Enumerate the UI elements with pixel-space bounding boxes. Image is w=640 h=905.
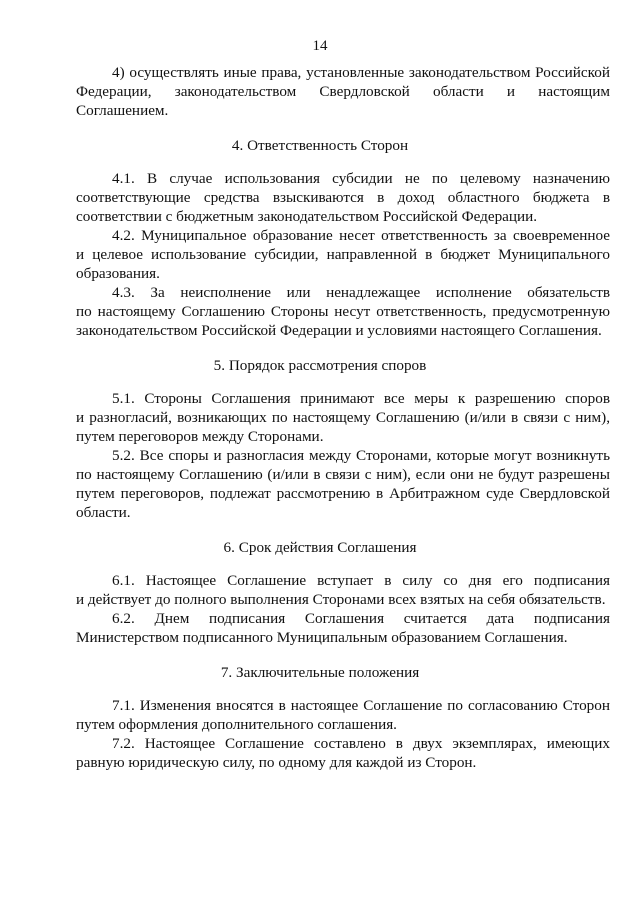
text-line: и целевое использование субсидии, направленной в бюджет Муниципального [76,246,610,263]
text-line: Соглашением. [76,102,169,119]
text-line: 7.2. Настоящее Соглашение составлено в двух экземплярах, имеющих [112,735,610,752]
text-line: 4.3. За неисполнение или ненадлежащее исполнение обязательств [112,284,610,301]
text-line: 4.1. В случае использования субсидии не по целевому назначению [112,170,610,187]
section-heading: 6. Срок действия Соглашения [223,539,417,556]
text-line: по настоящему Соглашению Стороны несут ответственность, предусмотренную [76,303,610,320]
text-line: законодательством Российской Федерации и условиями настоящего Соглашения. [76,322,602,339]
text-line: равную юридическую силу, по одному для каждой из Сторон. [76,754,477,771]
text-line: 4.2. Муниципальное образование несет ответственность за своевременное [112,227,610,244]
text-line: 7.1. Изменения вносятся в настоящее Соглашение по согласованию Сторон [112,697,610,714]
text-line: 6.2. Днем подписания Соглашения считается дата подписания [112,610,610,627]
text-line: соответствующие средства взыскиваются в доход областного бюджета в [76,189,610,206]
text-line: 4) осуществлять иные права, установленные законодательством Российской [112,64,610,81]
text-line: соответствии с бюджетным законодательством Российской Федерации. [76,208,538,225]
text-line: Министерством подписанного Муниципальным образованием Соглашения. [76,629,568,646]
text-line: 6.1. Настоящее Соглашение вступает в силу со дня его подписания [112,572,610,589]
text-line: путем переговоров между Сторонами. [76,428,324,445]
text-line: 5.1. Стороны Соглашения принимают все меры к разрешению споров [112,390,610,407]
section-heading: 7. Заключительные положения [220,664,420,681]
text-line: путем переговоров, подлежат рассмотрению в Арбитражном суде Свердловской [76,485,610,502]
page-number: 14 [312,38,328,54]
text-line: по настоящему Соглашению (и/или в связи с ним), если они не будут разрешены [76,466,610,483]
text-line: и разногласий, возникающих по настоящему Соглашению (и/или в связи с ним), [76,409,610,426]
text-line: образования. [76,265,160,282]
text-line: путем оформления дополнительного соглашения. [76,716,397,733]
section-heading: 5. Порядок рассмотрения споров [213,357,427,374]
text-line: и действует до полного выполнения Сторонами всех взятых на себя обязательств. [76,591,606,608]
section-heading: 4. Ответственность Сторон [231,137,409,154]
text-line: области. [76,504,131,521]
text-line: 5.2. Все споры и разногласия между Сторонами, которые могут возникнуть [112,447,610,464]
text-line: Федерации, законодательством Свердловской области и настоящим [76,83,610,100]
